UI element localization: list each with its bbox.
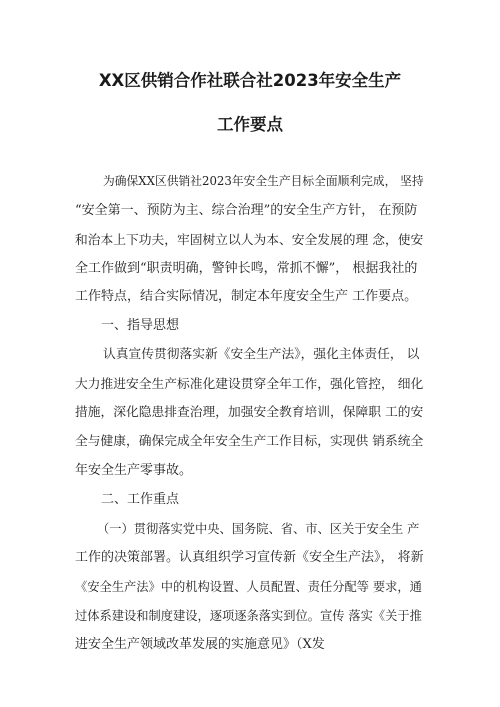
body-line: 工作的决策部署。认真组织学习宣传新《安全生产法》， 将新 <box>75 550 424 565</box>
body-line: 《安全生产法》中的机构设置、人员配置、责任分配等 要求，通 <box>75 580 422 594</box>
body-line: 工作特点，结合实际情况，制定本年度安全生产 工作要点。 <box>75 289 418 304</box>
document-title-line-1: XX区供销合作社联合社2023年安全生产 <box>98 71 402 90</box>
section-heading: 二、工作重点 <box>101 492 180 507</box>
body-line: 全与健康，确保完成全年安全生产工作目标，实现供 销系统全 <box>75 434 424 449</box>
body-line: （一）贯彻落实党中央、国务院、省、市、区关于安全生 产 <box>97 522 420 536</box>
body-line: 为确保XX区供销社2023年安全生产目标全面顺利完成， 坚持 <box>103 174 424 188</box>
body-line: 过体系建设和制度建设，逐项逐条落实到位。宣传 落实《关于推 <box>75 609 422 623</box>
body-line: 认真宣传贯彻落实新《安全生产法》，强化主体责任， 以 <box>103 347 420 362</box>
body-line: 大力推进安全生产标准化建设贯穿全年工作，强化管控， 细化 <box>75 377 424 392</box>
body-line: 和治本上下功夫，牢固树立以人为本、安全发展的理 念，使安 <box>75 233 424 248</box>
section-heading: 一、指导思想 <box>101 318 180 333</box>
document-title-line-2: 工作要点 <box>217 115 283 134</box>
body-line: 全工作做到“职责明确，警钟长鸣，常抓不懈”， 根据我社的 <box>75 261 418 276</box>
body-line: “安全第一、预防为主、综合治理”的安全生产方针， 在预防 <box>75 203 418 218</box>
body-line: 进安全生产领域改革发展的实施意见》（X发 <box>75 637 325 652</box>
body-line: 措施，深化隐患排查治理，加强安全教育培训，保障职 工的安 <box>75 405 424 420</box>
body-line: 年安全生产零事故。 <box>75 463 193 478</box>
